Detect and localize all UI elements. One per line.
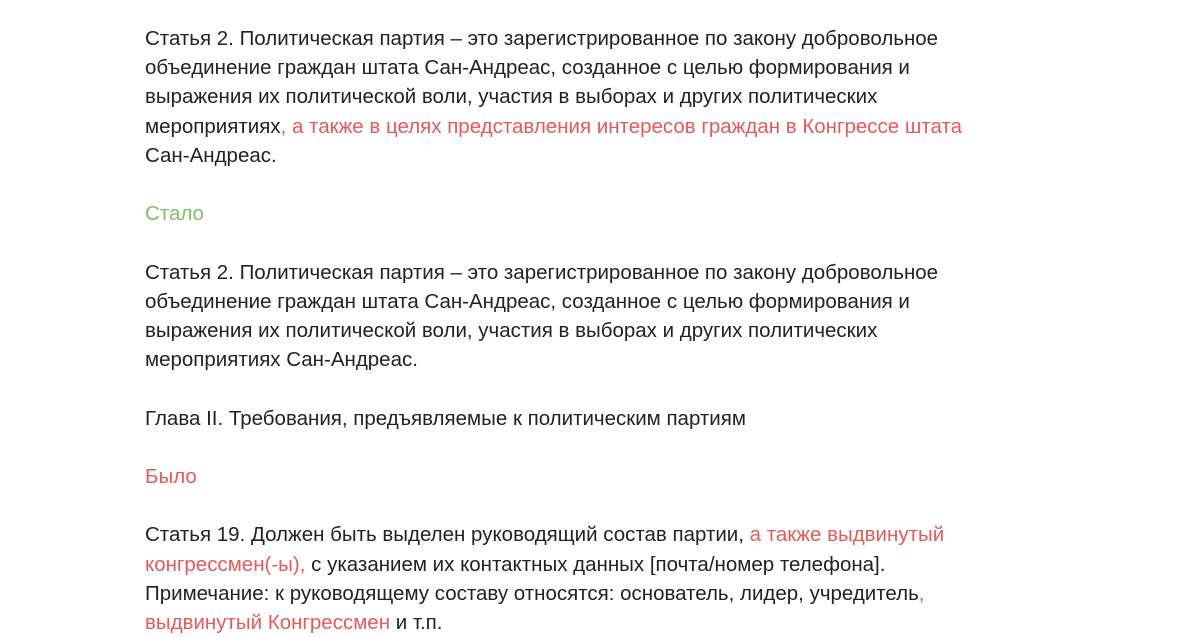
- removed-text: ,: [918, 581, 925, 605]
- text: мероприятиях Сан-Андреас.: [145, 348, 418, 372]
- document-body: [145, 24, 1045, 637]
- article-2-new-line-3: [145, 316, 1045, 345]
- article-19-old: [145, 520, 1045, 637]
- removed-text: а также выдвинутый: [749, 523, 945, 547]
- text: выражения их политической воли, участия в выборах и других политических: [145, 319, 878, 342]
- article-19-old-line-4: [145, 608, 1045, 637]
- spacer: [145, 170, 1045, 199]
- spacer: [145, 491, 1045, 520]
- article-2-new-line-4: [145, 345, 1045, 374]
- became-label: Стало: [145, 202, 204, 226]
- was-label: Было: [145, 464, 197, 488]
- text: с указанием их контактных данных [почта/номер телефона].: [305, 552, 886, 576]
- article-2-old-line-5: [145, 141, 1045, 170]
- article-19-old-line-1: [145, 520, 1045, 549]
- chapter-heading: Глава II. Требования, предъявляемые к политическим партиям: [145, 406, 746, 430]
- article-2-new-line-1: [145, 258, 1045, 287]
- article-2-old-line-2: [145, 53, 1045, 82]
- text: Статья 2. Политическая партия – это зарегистрированное по закону добровольное: [145, 260, 939, 284]
- article-2-old-line-4: [145, 112, 1045, 141]
- text: объединение граждан штата Сан-Андреас, созданное с целью формирования и: [145, 289, 910, 313]
- text: Статья 19. Должен быть выделен руководящий состав партии,: [145, 523, 750, 547]
- article-2-new: [145, 258, 1045, 375]
- article-2-old: [145, 24, 1045, 170]
- text: мероприятиях: [145, 114, 281, 138]
- text: Примечание: к руководящему составу относятся: основатель, лидер, учредитель: [145, 581, 919, 605]
- spacer: [145, 433, 1045, 462]
- article-2-old-line-1: [145, 24, 1045, 53]
- text: объединение граждан штата Сан-Андреас, созданное с целью формирования и: [145, 56, 910, 80]
- text: и т.п.: [390, 610, 443, 634]
- removed-text: выдвинутый Конгрессмен: [145, 610, 391, 634]
- article-19-old-line-3: [145, 579, 1045, 608]
- removed-text: , а также в целях представления интересов граждан в Конгрессе штата: [280, 114, 962, 138]
- article-2-old-line-3: [145, 82, 1045, 111]
- article-19-old-line-2: [145, 550, 1045, 579]
- spacer: [145, 228, 1045, 257]
- spacer: [145, 374, 1045, 403]
- text: Сан-Андреас.: [145, 143, 277, 167]
- text: Статья 2. Политическая партия – это зарегистрированное по закону добровольное: [145, 27, 939, 50]
- text: выражения их политической воли, участия в выборах и других политических: [145, 85, 878, 109]
- removed-text: конгрессмен(-ы),: [145, 552, 306, 576]
- article-2-new-line-2: [145, 287, 1045, 316]
